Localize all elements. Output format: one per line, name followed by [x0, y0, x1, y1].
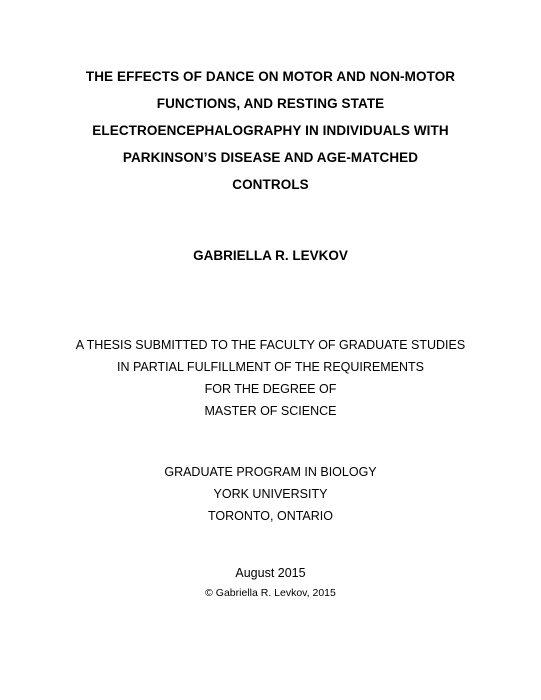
title-line-1: THE EFFECTS OF DANCE ON MOTOR AND NON-MOTOR — [85, 69, 456, 84]
program-institution — [40, 461, 501, 527]
author-name: GABRIELLA R. LEVKOV — [193, 248, 348, 263]
submission-date: August 2015 — [235, 566, 306, 580]
title-line-3: ELECTROENCEPHALOGRAPHY IN INDIVIDUALS WITH — [92, 123, 449, 138]
title-line-5: CONTROLS — [232, 177, 309, 192]
statement-line-4: MASTER OF SCIENCE — [204, 404, 337, 418]
copyright-notice: © Gabriella R. Levkov, 2015 — [205, 587, 336, 599]
statement-line-2: IN PARTIAL FULFILLMENT OF THE REQUIREMENTS — [117, 360, 424, 374]
degree-statement — [40, 334, 501, 422]
program-line-2: YORK UNIVERSITY — [213, 487, 328, 501]
title-line-4: PARKINSON’S DISEASE AND AGE-MATCHED — [122, 150, 419, 165]
thesis-title — [40, 63, 501, 198]
statement-line-3: FOR THE DEGREE OF — [204, 382, 337, 396]
title-line-2: FUNCTIONS, AND RESTING STATE — [156, 96, 385, 111]
statement-line-1: A THESIS SUBMITTED TO THE FACULTY OF GRADUATE STUDIES — [75, 338, 466, 352]
program-line-1: GRADUATE PROGRAM IN BIOLOGY — [164, 465, 377, 479]
program-line-3: TORONTO, ONTARIO — [207, 509, 333, 523]
